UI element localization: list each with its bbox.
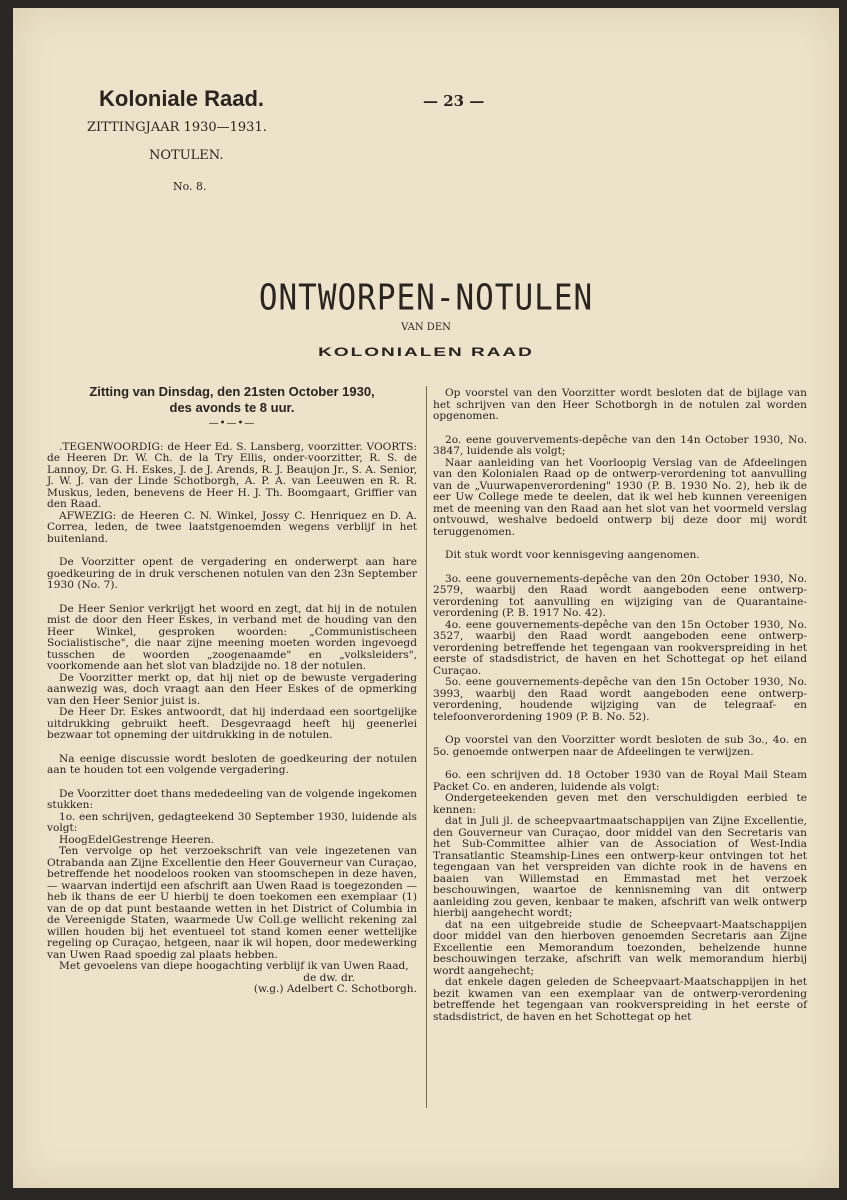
paragraph: Na eenige discussie wordt besloten de goedkeuring der notulen aan te houden tot een volgende vergadering. <box>47 752 417 776</box>
council-name: Koloniale Raad. <box>99 86 265 111</box>
right-column <box>433 388 807 1023</box>
paragraph: De Voorzitter doet thans mededeeling van de volgende ingekomen stukken: <box>47 787 417 811</box>
paragraph: De Voorzitter opent de vergadering en onderwerpt aan hare goedkeuring de in druk verschenen notulen van den 23n September 1930 (No. 7). <box>47 556 417 591</box>
paragraph: Op voorstel van den Voorzitter wordt besloten dat de bijlage van het schrijven van den Heer Schotborgh in de notulen zal worden opgenomen. <box>433 387 807 422</box>
paragraph: 3o. eene gouvernements-depêche van den 20n October 1930, No. 2579, waarbij den Raad wordt aangeboden eene ontwerp-verordening tot aanvulling en wijziging van de Quarantaine-verordening (P. B. 1917 No. 42). <box>433 572 807 619</box>
issue-number: No. 8. <box>173 180 207 193</box>
paragraph: De Heer Dr. Eskes antwoordt, dat hij inderdaad een soortgelijke uitdrukking gebruikt heeft. Desgevraagd heeft hij geenerlei bezwaar tot opneming der uitdrukking in de notulen. <box>47 706 417 741</box>
paragraph: De Heer Senior verkrijgt het woord en zegt, dat hij in de notulen mist de door den Heer Eskes, in verband met de houding van den Heer Winkel, gesproken woorden: „Communistischeen Socialistische", die naar zijne meening moeten worden ingevoegd tusschen de woorden „zoogenaamde" en „volksleiders", voorkomende aan het slot van bladzijde no. 18 der notulen. <box>47 602 417 672</box>
sitting-heading: Zitting van Dinsdag, den 21sten October 1930, <box>89 384 375 399</box>
session-year: ZITTINGJAAR 1930—1931. <box>87 120 267 135</box>
page-number: — 23 — <box>423 92 485 110</box>
paragraph: dat in Juli jl. de scheepvaartmaatschappijen van Zijne Excellentie, den Gouverneur van Curaçao, door middel van den Secretaris van het Sub-Committee alhier van de Association of West-India Transatlantic Steamship-Lines een ontwerp-keur ontvingen tot het tegengaan van het verspreiden van dichte rook in de havens en baaien van Willemstad en Emmastad met het verzoek beschouwingen, waartoe de kennisneming van dit ontwerp aanleiding zou geven, kenbaar te maken, afschrift van welk ontwerp hierbij aangehecht wordt; <box>433 815 807 919</box>
signature-line-1: de dw. dr. <box>303 971 355 984</box>
letter-closing: Met gevoelens van diepe hoogachting verblijf ik van Uwen Raad, <box>59 960 409 972</box>
page-title: ONTWORPEN-NOTULEN <box>258 277 594 319</box>
paragraph: Dit stuk wordt voor kennisgeving aangenomen. <box>445 549 700 561</box>
title-van-den: VAN DEN <box>401 322 451 333</box>
signature-line-2: (w.g.) Adelbert C. Schotborgh. <box>253 983 417 995</box>
attendance-paragraph: .TEGENWOORDIG: de Heer Ed. S. Lansberg, voorzitter. VOORTS: de Heeren Dr. W. Ch. de la Try Ellis, onder-voorzitter, R. S. de Lannoy, Dr. G. H. Eskes, J. de J. Arends, R. J. Beaujon Jr., S. A. Senior, J. W. J. van der Linde Schotborgh, A. P. A. van Leeuwen en R. R. Muskus, leden, benevens de Heer H. J. Th. Boomgaart, Griffier van den Raad. <box>47 440 417 510</box>
paragraph: dat na een uitgebreide studie de Scheepvaart-Maatschappijen door middel van den hierboven genoemden Secretaris aan Zijne Excellentie een Memorandum toezonden, behelzende hunne beschouwingen terzake, afschrift van welk memorandum hierbij wordt aangehecht; <box>433 918 807 977</box>
column-divider <box>426 386 427 1108</box>
document-page <box>13 8 839 1188</box>
paragraph: De Voorzitter merkt op, dat hij niet op de bewuste vergadering aanwezig was, doch vraagt aan den Heer Eskes of de opmerking van den Heer Senior juist is. <box>47 671 417 707</box>
paragraph: 2o. eene gouvervements-depêche van den 14n October 1930, No. 3847, luidende als volgt; <box>433 433 807 457</box>
paragraph: dat enkele dagen geleden de Scheepvaart-Maatschappijen in het bezit kwamen van een exemplaar van de ontwerp-verordening betreffende het tegengaan van rookverspreiding in het eerste of stadsdistrict, de haven en het Schottegat op het <box>433 976 807 1023</box>
left-column <box>47 384 417 996</box>
paragraph: Ondergeteekenden geven met den verschuldigden eerbied te kennen: <box>433 792 807 816</box>
title-kolonialen-raad: KOLONIALEN RAAD <box>318 346 534 360</box>
paragraph: Naar aanleiding van het Voorloopig Verslag van de Afdeelingen van den Kolonialen Raad op de ontwerp-verordening tot aanvulling van de „Vuurwapenverordening" 1930 (P. B. 1930 No. 2), heb ik de eer Uw College mede te deelen, dat ik wel heb kunnen vereenigen met de meening van den Raad aan het slot van het voormeld verslag ontvouwd, weshalve bedoeld ontwerp bij deze door mij wordt teruggenomen. <box>433 456 807 538</box>
sitting-time: des avonds te 8 uur. <box>169 400 295 415</box>
salutation: HoogEdelGestrenge Heeren. <box>59 833 215 846</box>
paragraph: 1o. een schrijven, gedagteekend 30 September 1930, luidende als volgt: <box>47 810 417 834</box>
letter-body: Ten vervolge op het verzoekschrift van vele ingezetenen van Otrabanda aan Zijne Excellentie den Heer Gouverneur van Curaçao, betreffende het noodeloos rooken van stoomschepen in deze haven, — waarvan indertijd een afschrift aan Uwen Raad is toegezonden — heb ik thans de eer U hierbij te doen toekomen een exemplaar (1) van de op dat punt bestaande wetten in het District of Columbia in de Vereenigde Staten, waarmede Uw Coll.ge wellicht rekening zal willen houden bij het eventueel tot stand komen eener wettelijke regeling op Curaçao, hetgeen, naar ik wil hopen, door medewerking van Uwen Raad spoedig zal plaats hebben. <box>47 845 417 961</box>
notulen-label: NOTULEN. <box>149 148 224 163</box>
paragraph: 4o. eene gouvernements-depêche van den 15n October 1930, No. 3527, waarbij den Raad wordt aangeboden eene ontwerp-verordening betreffende het tegengaan van rookverspreiding in het eerste of stadsdistrict, de haven en het Schottegat op het eiland Curaçao. <box>433 618 807 677</box>
paragraph: 5o. eene gouvernements-depêche van den 15n October 1930, No. 3993, waarbij den Raad wordt aangeboden eene ontwerp-verordening, houdende wijziging van de telegraaf- en telefoonverordening 1909 (P. B. No. 52). <box>433 676 807 723</box>
paragraph: 6o. een schrijven dd. 18 October 1930 van de Royal Mail Steam Packet Co. en anderen, luidende als volgt: <box>433 769 807 793</box>
absent-paragraph: AFWEZIG: de Heeren C. N. Winkel, Jossy C. Henriquez en D. A. Correa, leden, de twee laatstgenoemden wegens verblijf in het buitenland. <box>47 509 417 545</box>
ornament-divider: —•—•— <box>208 418 256 429</box>
paragraph: Op voorstel van den Voorzitter wordt besloten de sub 3o., 4o. en 5o. genoemde ontwerpen naar de Afdeelingen te verwijzen. <box>433 734 807 758</box>
